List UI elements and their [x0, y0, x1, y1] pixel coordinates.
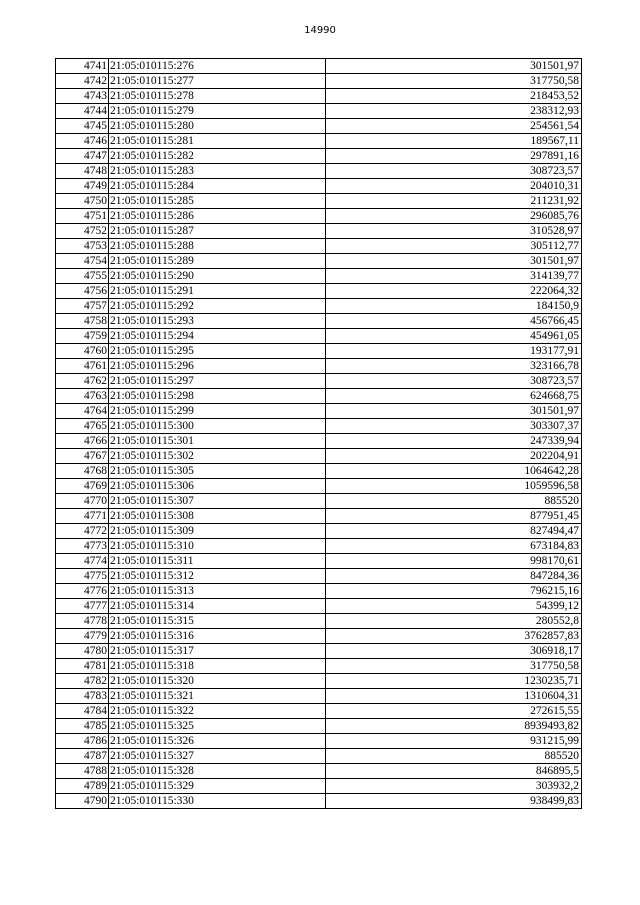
cadastral-value-cell: 301501,97 — [326, 254, 582, 269]
row-number-cell: 4766 — [56, 434, 109, 449]
cadastral-value-cell: 280552,8 — [326, 614, 582, 629]
cadastral-number-cell: 21:05:010115:289 — [109, 254, 326, 269]
cadastral-number-cell: 21:05:010115:301 — [109, 434, 326, 449]
cadastral-number-cell: 21:05:010115:276 — [109, 59, 326, 74]
table-row — [56, 239, 582, 254]
table-row — [56, 524, 582, 539]
table-row — [56, 359, 582, 374]
table-row — [56, 479, 582, 494]
cadastral-value-cell: 218453,52 — [326, 89, 582, 104]
row-number-cell: 4781 — [56, 659, 109, 674]
cadastral-number-cell: 21:05:010115:291 — [109, 284, 326, 299]
cadastral-number-cell: 21:05:010115:317 — [109, 644, 326, 659]
cadastral-value-cell: 938499,83 — [326, 794, 582, 809]
cadastral-value-cell: 1064642,28 — [326, 464, 582, 479]
cadastral-value-cell: 303307,37 — [326, 419, 582, 434]
cadastral-number-cell: 21:05:010115:330 — [109, 794, 326, 809]
cadastral-number-cell: 21:05:010115:295 — [109, 344, 326, 359]
row-number-cell: 4779 — [56, 629, 109, 644]
cadastral-value-cell: 184150,9 — [326, 299, 582, 314]
cadastral-number-cell: 21:05:010115:283 — [109, 164, 326, 179]
row-number-cell: 4771 — [56, 509, 109, 524]
row-number-cell: 4745 — [56, 119, 109, 134]
table-row — [56, 449, 582, 464]
row-number-cell: 4774 — [56, 554, 109, 569]
cadastral-number-cell: 21:05:010115:287 — [109, 224, 326, 239]
table-row — [56, 119, 582, 134]
table-row — [56, 89, 582, 104]
cadastral-number-cell: 21:05:010115:315 — [109, 614, 326, 629]
cadastral-value-cell: 204010,31 — [326, 179, 582, 194]
table-row — [56, 269, 582, 284]
cadastral-value-cell: 998170,61 — [326, 554, 582, 569]
cadastral-number-cell: 21:05:010115:308 — [109, 509, 326, 524]
cadastral-number-cell: 21:05:010115:277 — [109, 74, 326, 89]
row-number-cell: 4789 — [56, 779, 109, 794]
cadastral-value-cell: 885520 — [326, 494, 582, 509]
row-number-cell: 4773 — [56, 539, 109, 554]
table-row — [56, 134, 582, 149]
row-number-cell: 4788 — [56, 764, 109, 779]
cadastral-number-cell: 21:05:010115:286 — [109, 209, 326, 224]
cadastral-value-cell: 317750,58 — [326, 74, 582, 89]
table-row — [56, 194, 582, 209]
table-row — [56, 734, 582, 749]
table-row — [56, 464, 582, 479]
cadastral-value-cell: 456766,45 — [326, 314, 582, 329]
table-row — [56, 254, 582, 269]
cadastral-value-cell: 211231,92 — [326, 194, 582, 209]
table-row — [56, 779, 582, 794]
row-number-cell: 4744 — [56, 104, 109, 119]
cadastral-value-cell: 254561,54 — [326, 119, 582, 134]
row-number-cell: 4777 — [56, 599, 109, 614]
row-number-cell: 4755 — [56, 269, 109, 284]
cadastral-value-cell: 846895,5 — [326, 764, 582, 779]
row-number-cell: 4743 — [56, 89, 109, 104]
row-number-cell: 4765 — [56, 419, 109, 434]
page-number: 14990 — [304, 25, 336, 36]
row-number-cell: 4754 — [56, 254, 109, 269]
row-number-cell: 4780 — [56, 644, 109, 659]
cadastral-number-cell: 21:05:010115:327 — [109, 749, 326, 764]
cadastral-value-cell: 189567,11 — [326, 134, 582, 149]
cadastral-number-cell: 21:05:010115:314 — [109, 599, 326, 614]
cadastral-value-cell: 877951,45 — [326, 509, 582, 524]
row-number-cell: 4748 — [56, 164, 109, 179]
cadastral-number-cell: 21:05:010115:297 — [109, 374, 326, 389]
row-number-cell: 4786 — [56, 734, 109, 749]
table-row — [56, 554, 582, 569]
cadastral-value-cell: 296085,76 — [326, 209, 582, 224]
cadastral-number-cell: 21:05:010115:285 — [109, 194, 326, 209]
table-row — [56, 569, 582, 584]
row-number-cell: 4778 — [56, 614, 109, 629]
cadastral-number-cell: 21:05:010115:306 — [109, 479, 326, 494]
cadastral-value-cell: 8939493,82 — [326, 719, 582, 734]
row-number-cell: 4772 — [56, 524, 109, 539]
table-row — [56, 299, 582, 314]
row-number-cell: 4768 — [56, 464, 109, 479]
row-number-cell: 4782 — [56, 674, 109, 689]
table-row — [56, 659, 582, 674]
table-row — [56, 419, 582, 434]
table-row — [56, 164, 582, 179]
cadastral-number-cell: 21:05:010115:302 — [109, 449, 326, 464]
row-number-cell: 4742 — [56, 74, 109, 89]
cadastral-value-cell: 238312,93 — [326, 104, 582, 119]
cadastral-value-cell: 1230235,71 — [326, 674, 582, 689]
cadastral-number-cell: 21:05:010115:294 — [109, 329, 326, 344]
table-row — [56, 224, 582, 239]
cadastral-value-cell: 454961,05 — [326, 329, 582, 344]
table-row — [56, 59, 582, 74]
cadastral-number-cell: 21:05:010115:321 — [109, 689, 326, 704]
cadastral-number-cell: 21:05:010115:279 — [109, 104, 326, 119]
table-row — [56, 539, 582, 554]
cadastral-number-cell: 21:05:010115:305 — [109, 464, 326, 479]
row-number-cell: 4753 — [56, 239, 109, 254]
cadastral-value-cell: 308723,57 — [326, 374, 582, 389]
row-number-cell: 4784 — [56, 704, 109, 719]
table-row — [56, 644, 582, 659]
table-row — [56, 74, 582, 89]
row-number-cell: 4790 — [56, 794, 109, 809]
cadastral-value-cell: 3762857,83 — [326, 629, 582, 644]
cadastral-number-cell: 21:05:010115:311 — [109, 554, 326, 569]
table-row — [56, 434, 582, 449]
table-row — [56, 629, 582, 644]
cadastral-value-cell: 317750,58 — [326, 659, 582, 674]
cadastral-value-cell: 301501,97 — [326, 59, 582, 74]
cadastral-value-cell: 301501,97 — [326, 404, 582, 419]
cadastral-value-cell: 308723,57 — [326, 164, 582, 179]
cadastral-value-cell: 1310604,31 — [326, 689, 582, 704]
table-row — [56, 764, 582, 779]
row-number-cell: 4750 — [56, 194, 109, 209]
cadastral-number-cell: 21:05:010115:284 — [109, 179, 326, 194]
cadastral-number-cell: 21:05:010115:328 — [109, 764, 326, 779]
cadastral-number-cell: 21:05:010115:329 — [109, 779, 326, 794]
table-row — [56, 389, 582, 404]
cadastral-value-cell: 314139,77 — [326, 269, 582, 284]
table-row — [56, 179, 582, 194]
cadastral-value-cell: 1059596,58 — [326, 479, 582, 494]
cadastral-value-cell: 673184,83 — [326, 539, 582, 554]
row-number-cell: 4785 — [56, 719, 109, 734]
cadastral-value-cell: 796215,16 — [326, 584, 582, 599]
table-row — [56, 794, 582, 809]
cadastral-value-cell: 305112,77 — [326, 239, 582, 254]
cadastral-value-cell: 202204,91 — [326, 449, 582, 464]
cadastral-number-cell: 21:05:010115:313 — [109, 584, 326, 599]
cadastral-number-cell: 21:05:010115:326 — [109, 734, 326, 749]
table-row — [56, 284, 582, 299]
cadastral-value-cell: 222064,32 — [326, 284, 582, 299]
cadastral-number-cell: 21:05:010115:320 — [109, 674, 326, 689]
row-number-cell: 4758 — [56, 314, 109, 329]
cadastral-number-cell: 21:05:010115:278 — [109, 89, 326, 104]
cadastral-number-cell: 21:05:010115:280 — [109, 119, 326, 134]
cadastral-number-cell: 21:05:010115:296 — [109, 359, 326, 374]
cadastral-value-cell: 306918,17 — [326, 644, 582, 659]
row-number-cell: 4760 — [56, 344, 109, 359]
cadastral-value-cell: 297891,16 — [326, 149, 582, 164]
cadastral-value-cell: 931215,99 — [326, 734, 582, 749]
table-row — [56, 674, 582, 689]
row-number-cell: 4741 — [56, 59, 109, 74]
cadastral-value-cell: 624668,75 — [326, 389, 582, 404]
cadastral-value-cell: 885520 — [326, 749, 582, 764]
row-number-cell: 4783 — [56, 689, 109, 704]
table-row — [56, 404, 582, 419]
row-number-cell: 4751 — [56, 209, 109, 224]
table-row — [56, 494, 582, 509]
cadastral-number-cell: 21:05:010115:282 — [109, 149, 326, 164]
table-row — [56, 599, 582, 614]
cadastral-number-cell: 21:05:010115:300 — [109, 419, 326, 434]
row-number-cell: 4747 — [56, 149, 109, 164]
table-row — [56, 209, 582, 224]
table-row — [56, 704, 582, 719]
cadastral-number-cell: 21:05:010115:290 — [109, 269, 326, 284]
row-number-cell: 4759 — [56, 329, 109, 344]
row-number-cell: 4757 — [56, 299, 109, 314]
cadastral-value-cell: 272615,55 — [326, 704, 582, 719]
row-number-cell: 4776 — [56, 584, 109, 599]
row-number-cell: 4775 — [56, 569, 109, 584]
cadastral-number-cell: 21:05:010115:316 — [109, 629, 326, 644]
cadastral-number-cell: 21:05:010115:293 — [109, 314, 326, 329]
table-row — [56, 689, 582, 704]
row-number-cell: 4762 — [56, 374, 109, 389]
row-number-cell: 4761 — [56, 359, 109, 374]
row-number-cell: 4746 — [56, 134, 109, 149]
cadastral-number-cell: 21:05:010115:288 — [109, 239, 326, 254]
table-row — [56, 509, 582, 524]
table-row — [56, 104, 582, 119]
table-row — [56, 149, 582, 164]
row-number-cell: 4763 — [56, 389, 109, 404]
table-body — [56, 59, 582, 809]
cadastral-value-cell: 247339,94 — [326, 434, 582, 449]
cadastral-value-cell: 323166,78 — [326, 359, 582, 374]
cadastral-value-cell: 310528,97 — [326, 224, 582, 239]
table-row — [56, 374, 582, 389]
table-row — [56, 314, 582, 329]
cadastral-value-cell: 827494,47 — [326, 524, 582, 539]
cadastral-number-cell: 21:05:010115:312 — [109, 569, 326, 584]
row-number-cell: 4770 — [56, 494, 109, 509]
cadastral-value-cell: 54399,12 — [326, 599, 582, 614]
cadastral-number-cell: 21:05:010115:281 — [109, 134, 326, 149]
table-row — [56, 584, 582, 599]
cadastral-value-cell: 303932,2 — [326, 779, 582, 794]
cadastral-number-cell: 21:05:010115:299 — [109, 404, 326, 419]
cadastral-value-table — [55, 58, 582, 809]
cadastral-number-cell: 21:05:010115:309 — [109, 524, 326, 539]
table-row — [56, 749, 582, 764]
table-row — [56, 719, 582, 734]
table-row — [56, 344, 582, 359]
cadastral-number-cell: 21:05:010115:292 — [109, 299, 326, 314]
cadastral-number-cell: 21:05:010115:310 — [109, 539, 326, 554]
table-row — [56, 614, 582, 629]
row-number-cell: 4764 — [56, 404, 109, 419]
row-number-cell: 4749 — [56, 179, 109, 194]
cadastral-number-cell: 21:05:010115:325 — [109, 719, 326, 734]
row-number-cell: 4752 — [56, 224, 109, 239]
row-number-cell: 4767 — [56, 449, 109, 464]
row-number-cell: 4756 — [56, 284, 109, 299]
cadastral-number-cell: 21:05:010115:298 — [109, 389, 326, 404]
cadastral-number-cell: 21:05:010115:307 — [109, 494, 326, 509]
cadastral-value-cell: 847284,36 — [326, 569, 582, 584]
row-number-cell: 4769 — [56, 479, 109, 494]
row-number-cell: 4787 — [56, 749, 109, 764]
cadastral-number-cell: 21:05:010115:318 — [109, 659, 326, 674]
cadastral-value-cell: 193177,91 — [326, 344, 582, 359]
table-row — [56, 329, 582, 344]
cadastral-number-cell: 21:05:010115:322 — [109, 704, 326, 719]
